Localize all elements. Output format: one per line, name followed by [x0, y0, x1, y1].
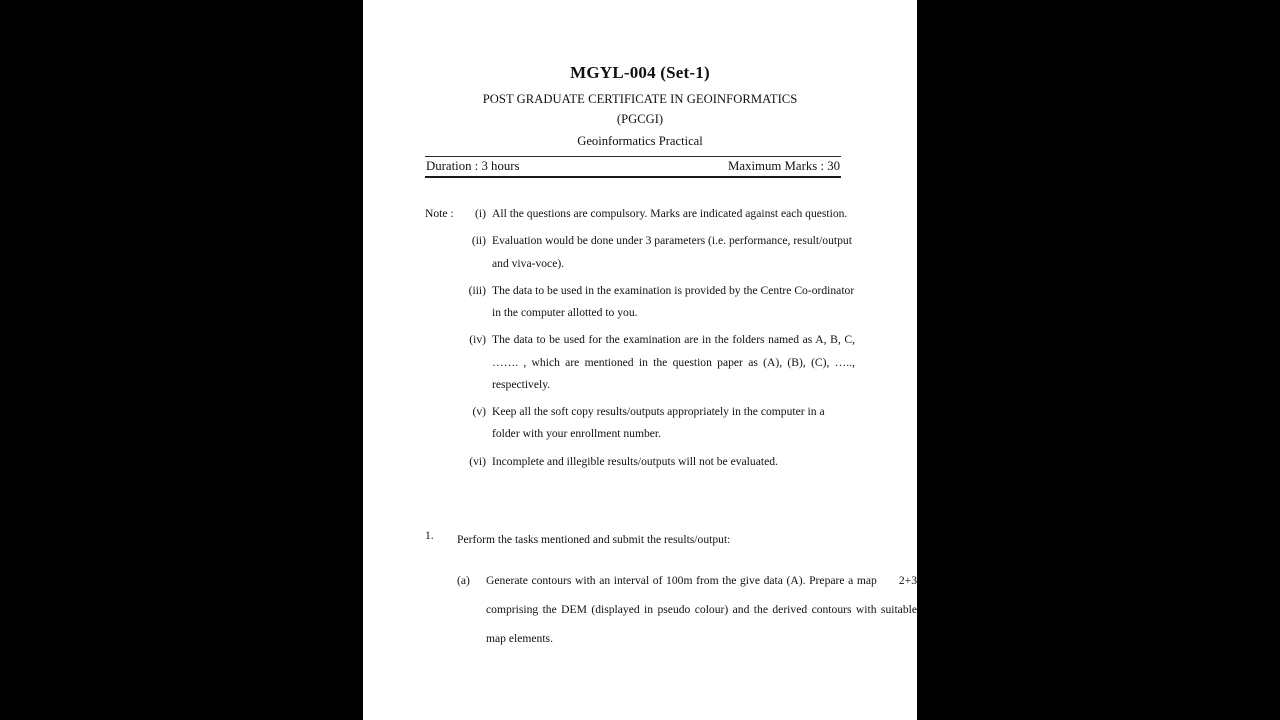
note-text: All the questions are compulsory. Marks are indicated against each question.	[492, 207, 848, 220]
note-text: Keep all the soft copy results/outputs appropriately in the computer in a folder with your enrollment number.	[492, 405, 825, 441]
note-number: (i)	[475, 207, 486, 220]
course-title: Geoinformatics Practical	[577, 134, 703, 149]
exam-code-title: MGYL-004 (Set-1)	[570, 63, 710, 82]
note-number: (vi)	[469, 454, 486, 468]
question-number: 1.	[425, 529, 434, 542]
sub-question-text: Generate contours with an interval of 100m from the give data (A). Prepare a map comprising the DEM (displayed in pseudo colour) and the derived contours with suitable map elements.	[486, 574, 917, 645]
exam-duration: Duration : 3 hours	[426, 159, 520, 173]
note-item	[425, 203, 855, 225]
note-number: (v)	[472, 405, 486, 418]
note-item	[425, 280, 855, 325]
note-item	[425, 451, 855, 473]
note-item	[425, 401, 855, 446]
question-1	[425, 529, 917, 654]
programme-name: POST GRADUATE CERTIFICATE IN GEOINFORMATICS	[482, 92, 798, 107]
note-text: Incomplete and illegible results/outputs will not be evaluated.	[492, 454, 778, 468]
note-text: Evaluation would be done under 3 parameters (i.e. performance, result/output and viva-voce).	[492, 234, 852, 270]
note-number: (ii)	[471, 234, 486, 248]
note-item	[425, 230, 855, 275]
question-sub-item-a	[425, 567, 917, 654]
sub-question-body	[486, 567, 917, 654]
exam-meta-row	[425, 157, 841, 176]
exam-meta-band	[425, 156, 841, 178]
note-text: The data to be used in the examination is provided by the Centre Co-ordinator in the computer allotted to you.	[492, 283, 855, 319]
document-header	[363, 62, 917, 152]
sub-question-label: (a)	[457, 574, 470, 588]
note-item	[425, 329, 855, 396]
notes-section	[425, 203, 855, 478]
note-number: (iii)	[468, 283, 486, 297]
exam-maximum-marks: Maximum Marks : 30	[728, 159, 840, 173]
document-page	[363, 0, 917, 720]
note-number: (iv)	[469, 333, 486, 347]
question-stem-row	[425, 529, 917, 551]
question-stem: Perform the tasks mentioned and submit the results/output:	[457, 533, 731, 546]
meta-rule-bottom	[425, 176, 841, 178]
note-text: The data to be used for the examination are in the folders named as A, B, C, ……. , which are mentioned in the question paper as (A), (B), (C), ….., respectively.	[492, 333, 855, 391]
programme-abbreviation: (PGCGI)	[616, 111, 664, 126]
question-marks: 2+3	[898, 574, 917, 588]
notes-label: Note :	[425, 207, 454, 220]
